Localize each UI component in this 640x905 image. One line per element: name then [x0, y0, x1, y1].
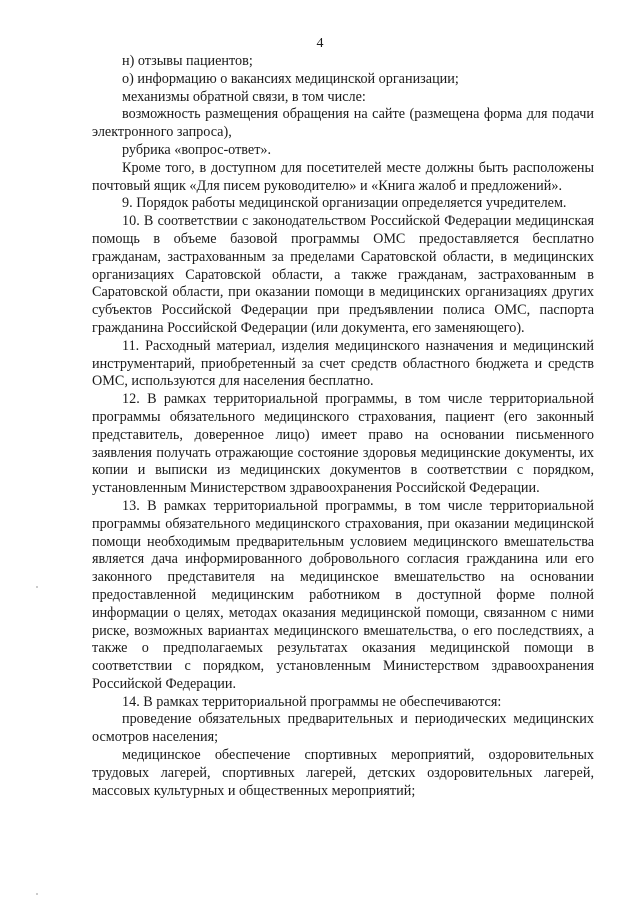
- scan-speck: [36, 893, 38, 895]
- paragraph-o-vacancies: о) информацию о вакансиях медицинской организации;: [122, 70, 459, 87]
- paragraph-n-reviews: н) отзывы пациентов;: [122, 53, 253, 69]
- paragraph-11: 11. Расходный материал, изделия медицинского назначения и медицинский инструментарий, приобретенный за счет средств областного бюджета и средств ОМС, используются для населения бесплатно.: [92, 337, 594, 390]
- paragraph-13: 13. В рамках территориальной программы, в том числе территориальной программы обязательного медицинского страхования, при оказании медицинской помощи необходимым предварительным условием медицинского вмешательства является дача информированного добровольного согласия гражданина или его законного представителя на медицинское вмешательство на основании предоставленной медицинским работником в доступной форме полной информации о целях, методах оказания медицинской помощи, связанном с ними риске, возможных вариантах медицинского вмешательства, о его последствиях, а также о предполагаемых результатах оказания медицинской помощи в соответствии с порядком, установленным Министерством здравоохранения Российской Федерации.: [92, 497, 594, 692]
- scan-speck: [36, 586, 38, 588]
- paragraph-sports-events: медицинское обеспечение спортивных мероприятий, оздоровительных трудовых лагерей, спортивных лагерей, детских оздоровительных лагерей, массовых культурных и общественных мероприятий;: [92, 747, 594, 799]
- document-body: [92, 53, 594, 800]
- paragraph-mailbox: Кроме того, в доступном для посетителей месте должны быть расположены почтовый ящик «Для писем руководителю» и «Книга жалоб и предложений».: [92, 159, 594, 194]
- paragraph-online-request: возможность размещения обращения на сайте (размещена форма для подачи электронного запроса),: [92, 106, 594, 141]
- paragraph-feedback-mechanisms: механизмы обратной связи, в том числе:: [122, 88, 366, 105]
- paragraph-10: 10. В соответствии с законодательством Российской Федерации медицинская помощь в объеме базовой программы ОМС предоставляется бесплатно гражданам, застрахованным за пределами Саратовской области, в медицинских организациях Саратовской области, а также гражданам, застрахованным в Саратовской области, при оказании помощи в медицинских организациях других субъектов Российской Федерации при предъявлении полиса ОМС, паспорта гражданина Российской Федерации (или документа, его заменяющего).: [92, 213, 594, 336]
- paragraph-qa-rubric: рубрика «вопрос-ответ».: [122, 141, 272, 158]
- paragraph-medical-exams: проведение обязательных предварительных и периодических медицинских осмотров населения;: [92, 711, 594, 746]
- paragraph-12: 12. В рамках территориальной программы, в том числе территориальной программы обязательного медицинского страхования, пациент (его законный представитель, доверенное лицо) имеет право на основании письменного заявления получать отражающие состояние здоровья медицинские документы, их копии и выписки из медицинских документов в соответствии с порядком, установленным Министерством здравоохранения Российской Федерации.: [92, 391, 594, 497]
- paragraph-14: 14. В рамках территориальной программы не обеспечиваются:: [122, 693, 502, 710]
- paragraph-9: 9. Порядок работы медицинской организации определяется учредителем.: [122, 195, 567, 212]
- page-number: 4: [316, 36, 324, 51]
